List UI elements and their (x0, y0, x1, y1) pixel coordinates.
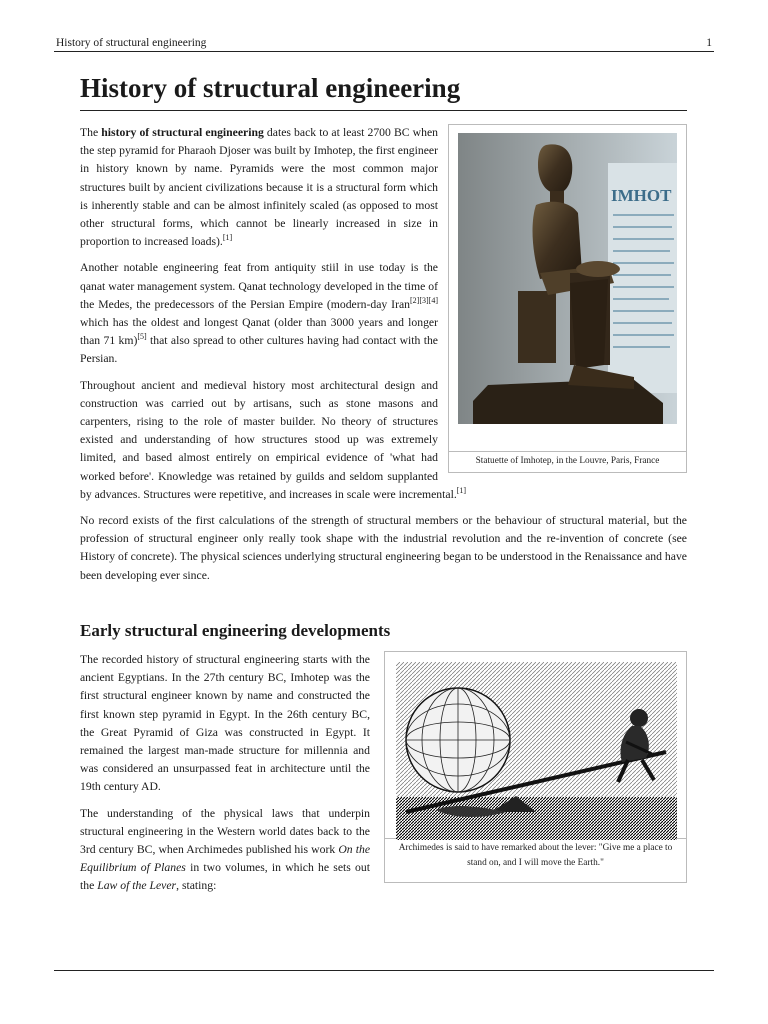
imhotep-statuette-image[interactable] (458, 133, 677, 424)
placard-heading: IMHOT (611, 186, 672, 205)
paragraph: The understanding of the physical laws that underpin structural engineering in the Western world dates back to the 3rd century BC, when Archimedes published his work On the Equilibrium of Planes in two volumes, in which he sets out the Law of the Lever, stating: (80, 806, 371, 893)
lead-term: history of structural engineering (101, 126, 264, 139)
section-heading: Early structural engineering developments (80, 621, 391, 640)
title-underline (80, 110, 687, 111)
paragraph: Throughout ancient and medieval history most architectural design and construction was carried out by artisans, such as stone masons and carpenters, rising to the role of master builder. No theory of structures existed and understanding of how structures stood up was extremely limited, and based almost entirely on empirical evidence of 'what had worked before'. Knowledge was retained by guilds and seldom supplanted by advances. Structures were repetitive, and increases in scale were incremental.[1] (80, 378, 467, 501)
figure-imhotep (448, 124, 687, 473)
figure-caption: Archimedes is said to have remarked about the lever: "Give me a place to stand on, and I will move the Earth." (398, 843, 673, 868)
running-header-title: History of structural engineering (56, 37, 207, 49)
citation-link[interactable]: [1] (456, 485, 467, 495)
work-title: On the Equilibrium of Planes (80, 843, 371, 875)
early-developments-section (80, 651, 687, 904)
running-header (54, 36, 714, 52)
archimedes-lever-engraving[interactable] (396, 662, 677, 840)
citation-link[interactable]: [5] (137, 332, 147, 342)
figure-archimedes (384, 651, 687, 883)
paragraph: Another notable engineering feat from antiquity stiil in use today is the qanat water management system. Qanat technology developed in the time of the Medes, the predecessors of the Persian Empire (modern-day Iran[2][3][4] which has the oldest and longest Qanat (older than 3000 years and longer than 71 km)[5] that also spread to other cultures having had contact with the Persian. (80, 261, 438, 366)
paragraph: No record exists of the first calculations of the strength of structural members or the behaviour of structural material, but the profession of structural engineer only really took shape with the industrial revolution and the re-invention of concrete (see History of concrete). The physical sciences underlying structural engineering began to be understood in the Renaissance and have been developing ever since. (80, 514, 687, 582)
footer-rule (54, 970, 714, 971)
page-title: History of structural engineering (80, 73, 461, 103)
paragraph: The recorded history of structural engineering starts with the ancient Egyptians. In the 27th century BC, Imhotep was the first structural engineer known by name and constructed the first known step pyramid in Egypt. In the 26th century BC, the Great Pyramid of Giza was constructed in Egypt. It remained the largest man-made structure for millennia and was considered an unsurpassed feat in architecture until the 19th century AD. (80, 653, 370, 794)
law-title: Law of the Lever (97, 879, 177, 893)
figure-caption: Statuette of Imhotep, in the Louvre, Paris, France (475, 456, 660, 466)
citation-link[interactable]: [2][3][4] (410, 295, 438, 305)
page-number: 1 (706, 37, 712, 49)
intro-section (80, 124, 687, 593)
paragraph: The history of structural engineering dates back to at least 2700 BC when the step pyramid for Pharaoh Djoser was built by Imhotep, the first engineer in history known by name. Pyramids were the most common major structures built by ancient civilizations because it is a structural form which is inherently stable and can be almost infinitely scaled (as opposed to most other structural forms, which cannot be linearly increased in size in proportion to increased loads).[1] (80, 126, 438, 249)
citation-link[interactable]: [1] (222, 233, 233, 243)
